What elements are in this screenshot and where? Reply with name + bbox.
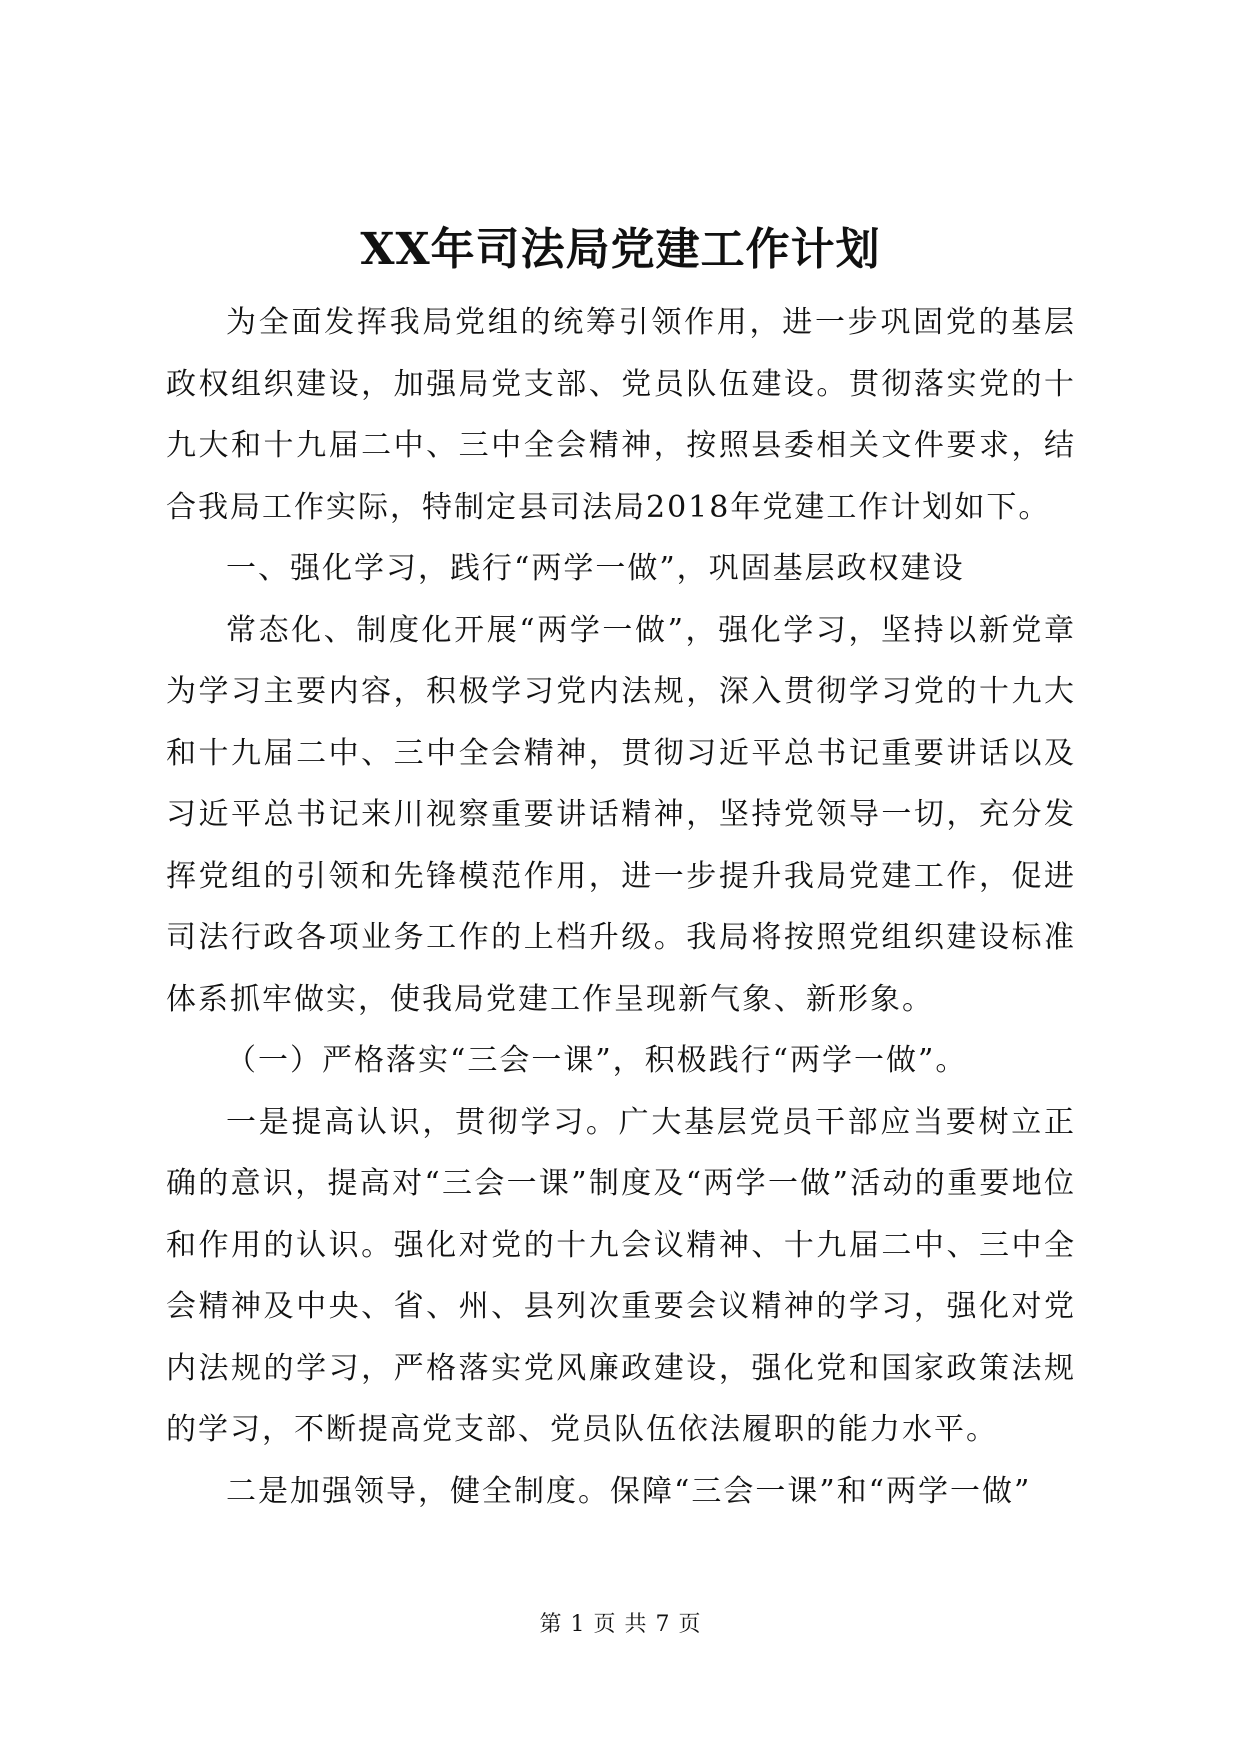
intro-paragraph: 为全面发挥我局党组的统筹引领作用，进一步巩固党的基层政权组织建设，加强局党支部、党员队伍建设。贯彻落实党的十九大和十九届二中、三中全会精神，按照县委相关文件要求，结合我局工作实际，特制定县司法局2018年党建工作计划如下。 — [166, 305, 1076, 525]
subsection-heading-1: （一）严格落实“三会一课”，积极践行“两学一做”。 — [226, 1043, 968, 1078]
point-2-paragraph: 二是加强领导，健全制度。保障“三会一课”和“两学一做” — [226, 1473, 1032, 1509]
section-heading-1: 一、强化学习，践行“两学一做”，巩固基层政权建设 — [226, 551, 965, 586]
document-body — [166, 292, 1076, 1522]
section-1-paragraph: 常态化、制度化开展“两学一做”，强化学习，坚持以新党章为学习主要内容，积极学习党内法规，深入贯彻学习党的十九大和十九届二中、三中全会精神，贯彻习近平总书记重要讲话以及习近平总书记来川视察重要讲话精神，坚持党领导一切，充分发挥党组的引领和先锋模范作用，进一步提升我局党建工作，促进司法行政各项业务工作的上档升级。我局将按照党组织建设标准体系抓牢做实，使我局党建工作呈现新气象、新形象。 — [166, 612, 1076, 1017]
document-title: XX年司法局党建工作计划 — [360, 224, 881, 275]
point-1-paragraph: 一是提高认识，贯彻学习。广大基层党员干部应当要树立正确的意识，提高对“三会一课”制度及“两学一做”活动的重要地位和作用的认识。强化对党的十九会议精神、十九届二中、三中全会精神及中央、省、州、县列次重要会议精神的学习，强化对党内法规的学习，严格落实党风廉政建设，强化党和国家政策法规的学习，不断提高党支部、党员队伍依法履职的能力水平。 — [166, 1104, 1076, 1447]
page-footer: 第 1 页 共 7 页 — [539, 1612, 702, 1637]
